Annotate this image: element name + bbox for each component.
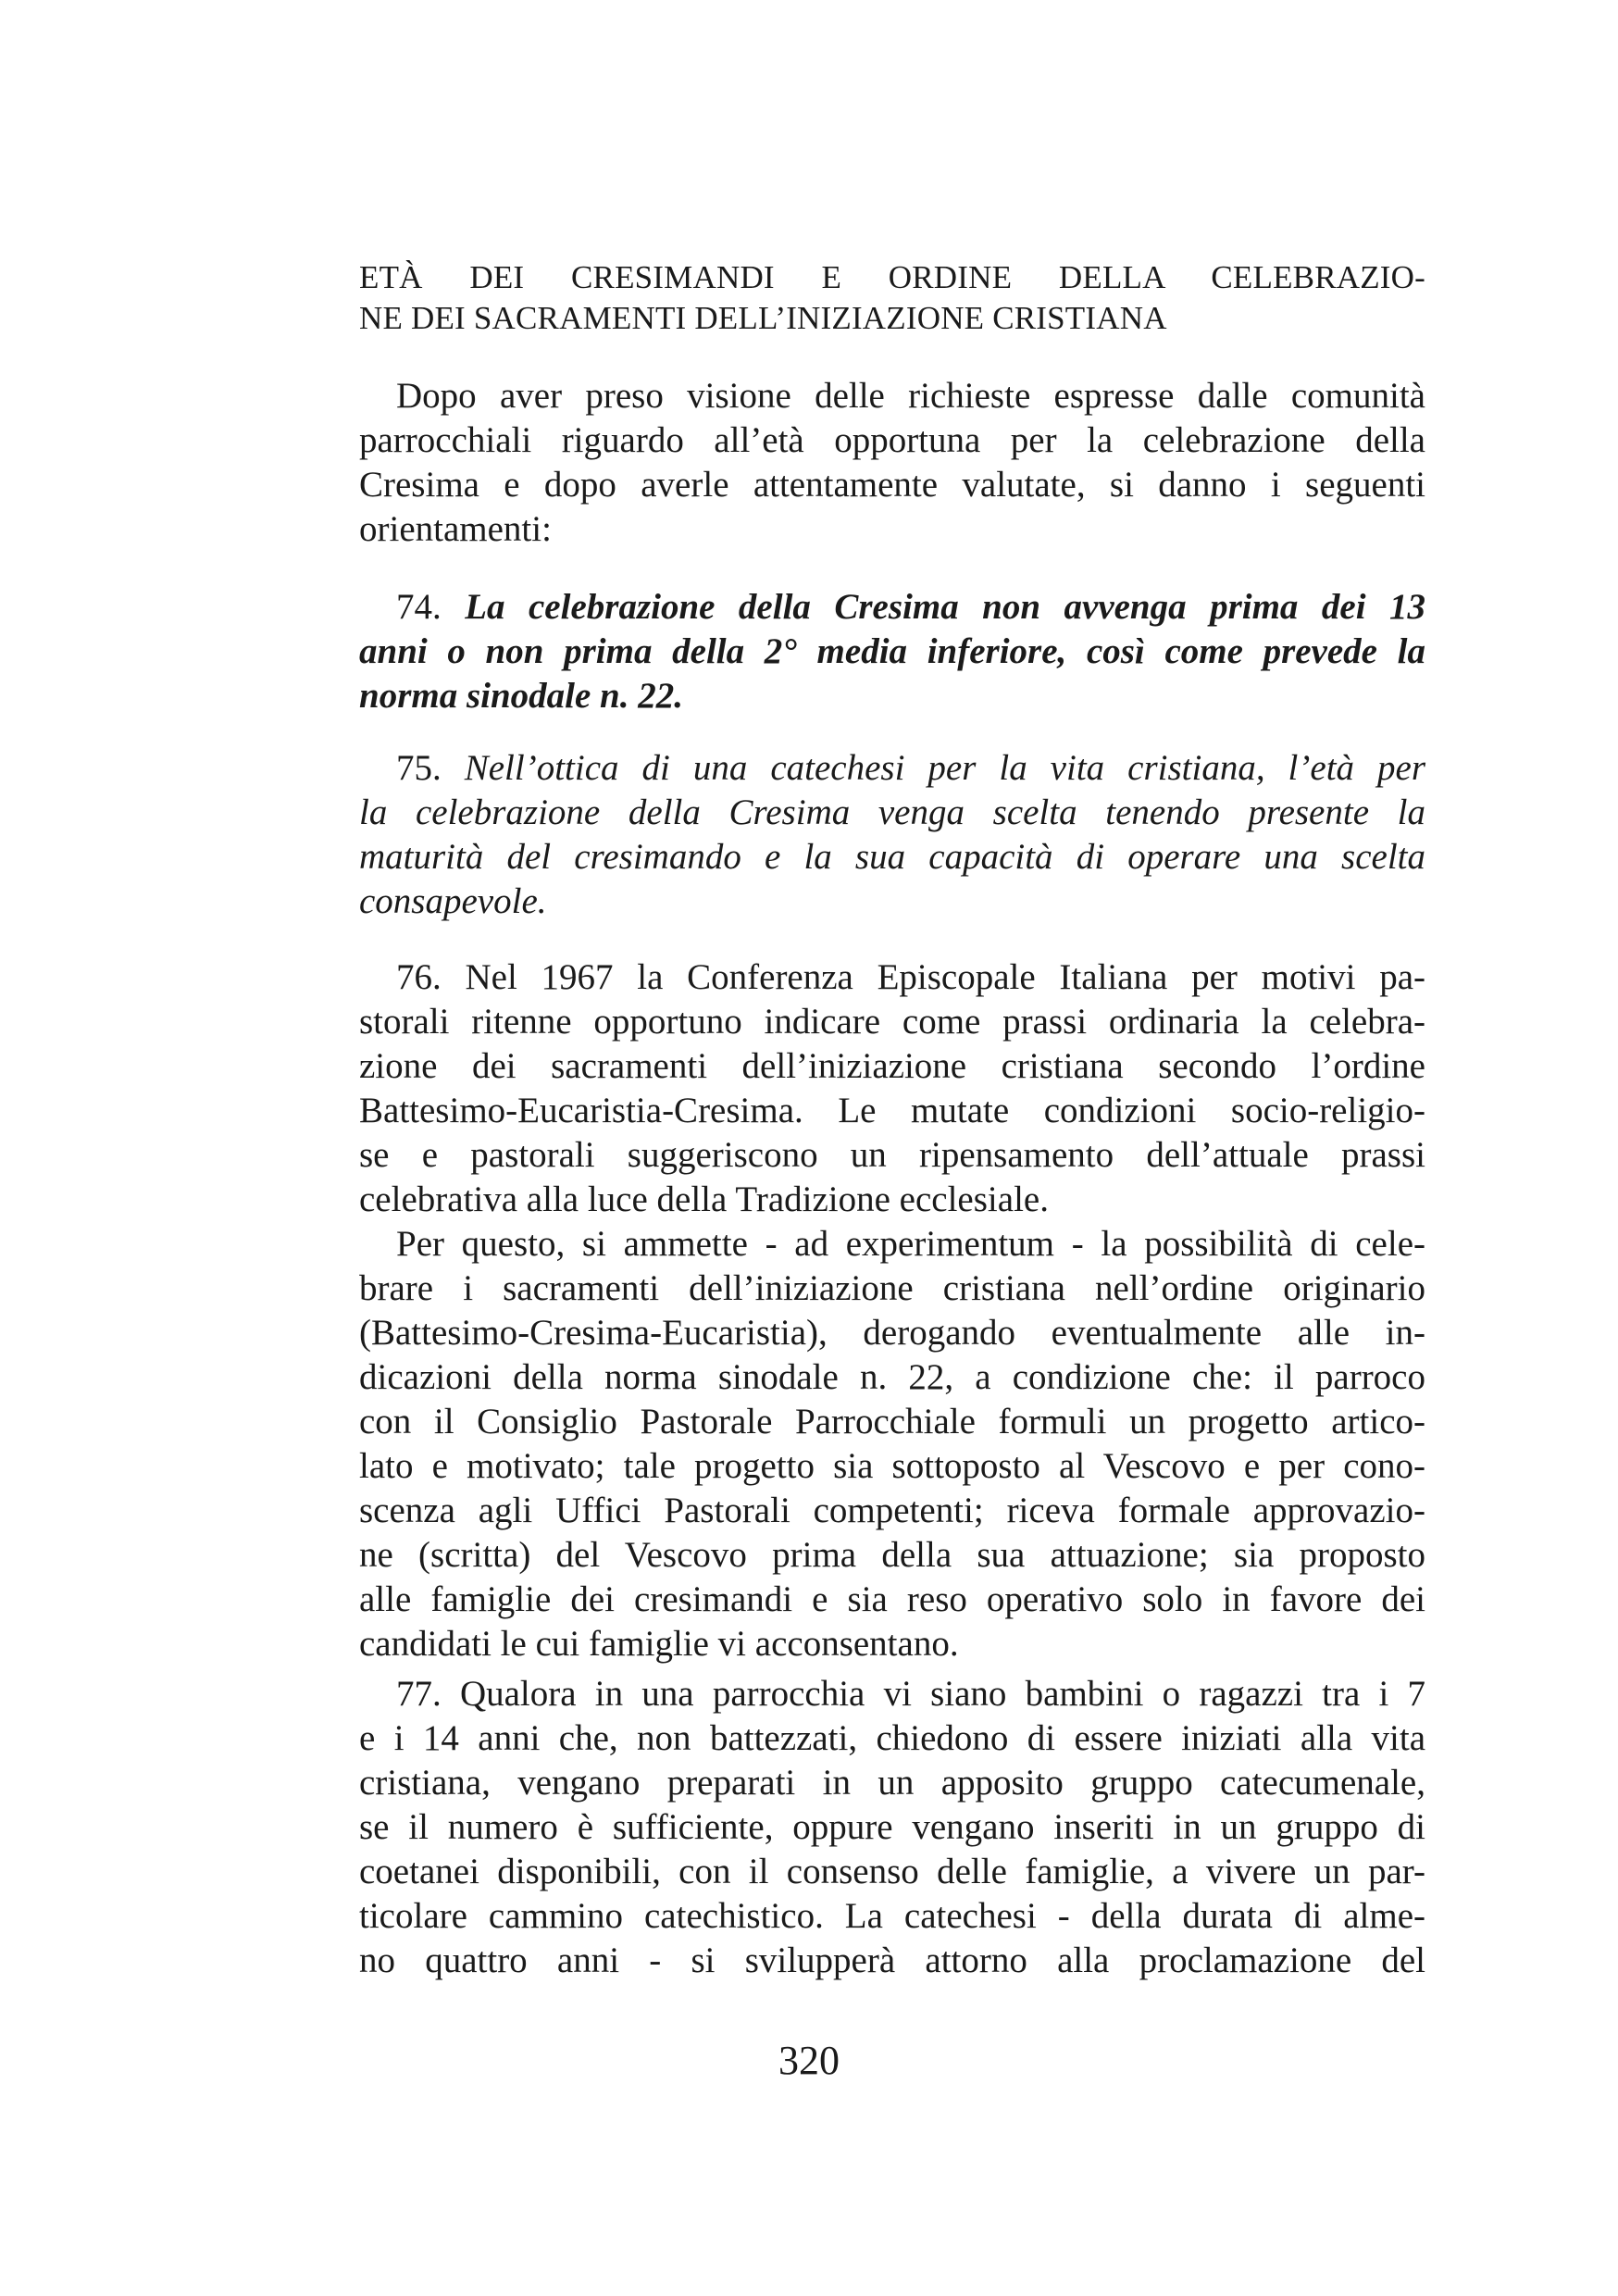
paragraph-number: 74.	[396, 587, 442, 627]
text-line	[359, 746, 1425, 791]
text-line: candidati le cui famiglie vi acconsentano.	[359, 1624, 959, 1664]
paragraph-76	[359, 955, 1425, 1666]
section-title	[359, 257, 1425, 339]
text-line: zione dei sacramenti dell’iniziazione cristiana secondo l’ordine	[359, 1046, 1425, 1086]
title-line: NE DEI SACRAMENTI DELL’INIZIAZIONE CRISTIANA	[359, 300, 1167, 336]
text-span: La celebrazione della Cresima non avvenga prima dei 13	[465, 587, 1426, 627]
text-span: Nel 1967 la Conferenza Episcopale Italiana per motivi pa-	[465, 957, 1425, 997]
text-line: celebrativa alla luce della Tradizione ecclesiale.	[359, 1179, 1049, 1219]
text-line: ticolare cammino catechistico. La catechesi - della durata di almе-	[359, 1896, 1425, 1936]
text-line: (Battesimo-Cresima-Eucaristia), derogando eventualmente alle in-	[359, 1313, 1425, 1353]
paragraph-number: 76.	[396, 957, 442, 997]
text-line: no quattro anni - si svilupperà attorno alla proclamazione del	[359, 1940, 1425, 1980]
text-line: coetanei disponibili, con il consenso delle famiglie, a vivere un par-	[359, 1852, 1425, 1891]
intro-paragraph	[359, 374, 1425, 552]
text-line: Battesimo-Eucaristia-Cresima. Le mutate condizioni socio-religio-	[359, 1091, 1425, 1130]
text-line: ne (scritta) del Vescovo prima della sua attuazione; sia proposto	[359, 1535, 1425, 1575]
text-line: storali ritenne opportuno indicare come prassi ordinaria la celebra-	[359, 1002, 1425, 1042]
title-line: ETÀ DEI CRESIMANDI E ORDINE DELLA CELEBRAZIO-	[359, 259, 1425, 295]
text-line: alle famiglie dei cresimandi e sia reso operativo solo in favore dei	[359, 1579, 1425, 1619]
text-line: Dopo aver preso visione delle richieste espresse dalle comunità	[396, 376, 1425, 416]
text-line: lato e motivato; tale progetto sia sottoposto al Vescovo e per cono-	[359, 1446, 1425, 1486]
text-line: anni o non prima della 2° media inferiore, così come prevede la	[359, 631, 1425, 671]
text-line: Per questo, si ammette - ad experimentum - la possibilità di cele-	[396, 1224, 1425, 1264]
text-line: la celebrazione della Cresima venga scelta tenendo presente la	[359, 792, 1425, 832]
text-line: maturità del cresimando e la sua capacità di operare una scelta	[359, 837, 1425, 877]
text-line: brare i sacramenti dell’iniziazione cristiana nell’ordine originario	[359, 1268, 1425, 1308]
paragraph-77	[359, 1672, 1425, 1983]
text-line: Cresima e dopo averle attentamente valutate, si danno i seguenti	[359, 465, 1425, 505]
text-span: Nell’ottica di una catechesi per la vita cristiana, l’età per	[464, 748, 1425, 788]
text-line: cristiana, vengano preparati in un apposito gruppo catecumenale,	[359, 1763, 1425, 1803]
text-span: Qualora in una parrocchia vi siano bambini o ragazzi tra i 7	[459, 1674, 1425, 1714]
text-line	[359, 585, 1425, 630]
text-line: se e pastorali suggeriscono un ripensamento dell’attuale prassi	[359, 1135, 1425, 1175]
text-line: e i 14 anni che, non battezzati, chiedono di essere iniziati alla vita	[359, 1718, 1425, 1758]
paragraph-74	[359, 585, 1425, 718]
text-line: con il Consiglio Pastorale Parrocchiale formuli un progetto artico-	[359, 1402, 1425, 1441]
text-line	[359, 1672, 1425, 1716]
paragraph-number: 75.	[396, 748, 442, 788]
text-line: dicazioni della norma sinodale n. 22, a condizione che: il parroco	[359, 1357, 1425, 1397]
text-line	[359, 955, 1425, 1000]
text-line: se il numero è sufficiente, oppure vengano inseriti in un gruppo di	[359, 1807, 1425, 1847]
paragraph-number: 77.	[396, 1674, 442, 1714]
text-line: orientamenti:	[359, 509, 552, 549]
text-line: norma sinodale n. 22.	[359, 676, 683, 716]
text-line: consapevole.	[359, 881, 547, 921]
text-line: parrocchiali riguardo all’età opportuna per la celebrazione della	[359, 420, 1425, 460]
text-line: scenza agli Uffici Pastorali competenti; riceva formale approvazio-	[359, 1491, 1425, 1530]
page-number: 320	[778, 2038, 840, 2083]
paragraph-75	[359, 746, 1425, 924]
